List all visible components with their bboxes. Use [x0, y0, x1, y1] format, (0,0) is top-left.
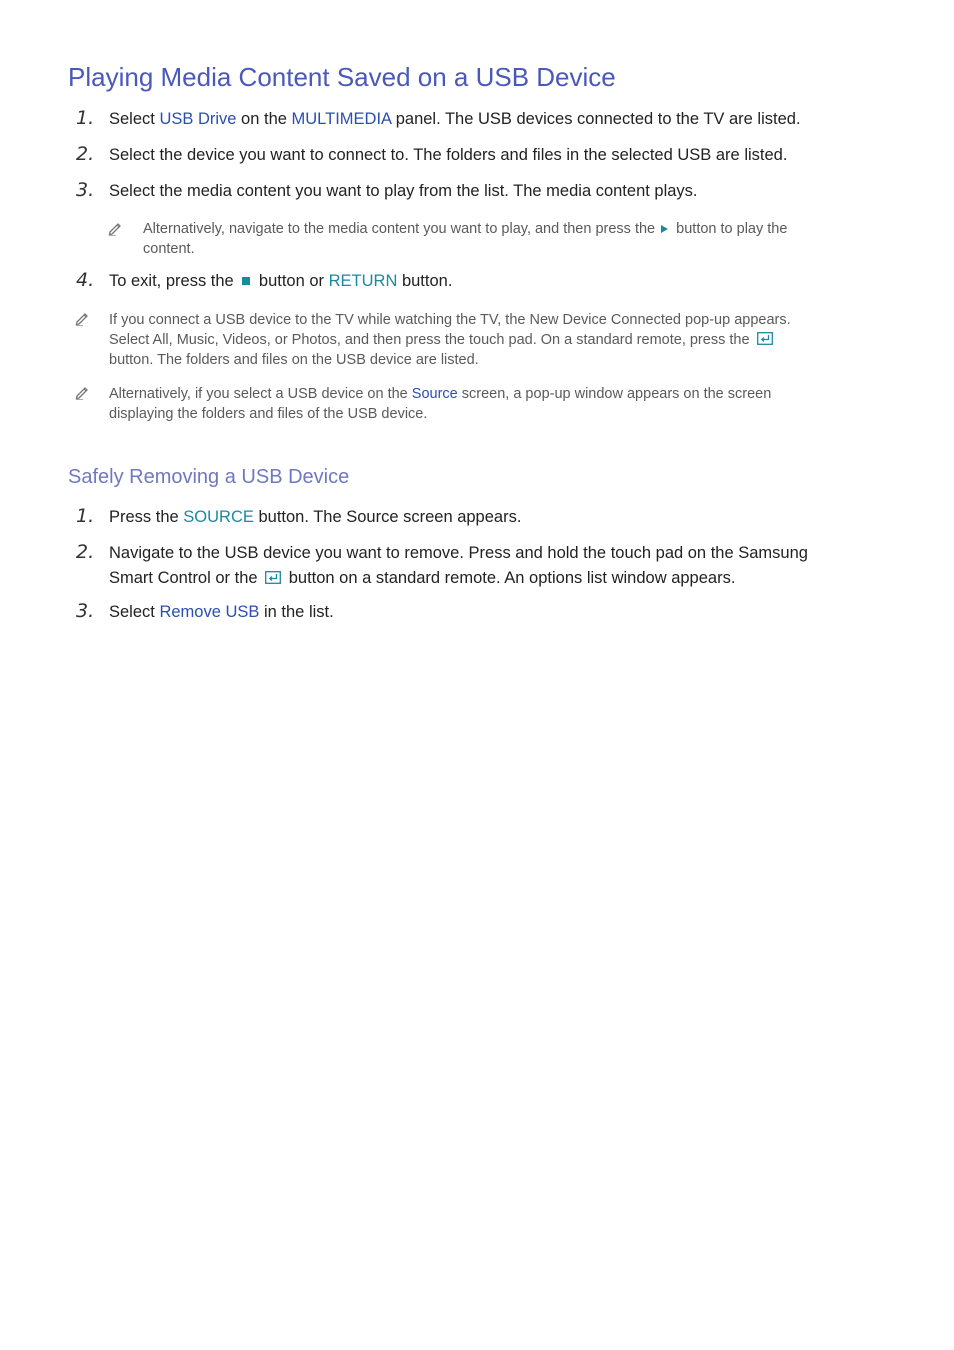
remove-usb-label: Remove USB [159, 603, 260, 621]
step-text: Select the media content you want to play from the list. The media content plays. [109, 182, 698, 200]
note-text: Alternatively, if you select a USB device on the Source screen, a pop-up window appears on the screen displaying the folders and files of the USB device. [109, 386, 772, 422]
step-text: Select Remove USB in the list. [109, 603, 334, 621]
source-label: Source [411, 386, 458, 402]
step-number: 1. [76, 107, 95, 129]
enter-button-icon [757, 332, 773, 345]
step-number: 2. [76, 541, 95, 563]
enter-button-icon [265, 571, 281, 584]
note-text: If you connect a USB device to the TV while watching the TV, the New Device Connected pop-up appears. Select All, Music, Videos, or Photos, and then press the touch pad. On a standard remote, press the button. The folders and files on the USB device are listed. [109, 312, 791, 368]
section-title: Safely Removing a USB Device [68, 466, 350, 488]
pencil-note-icon [107, 220, 123, 236]
source-button-label: SOURCE [183, 508, 254, 526]
usb-drive-label: USB Drive [159, 110, 237, 128]
play-triangle-icon [661, 225, 668, 233]
step-text: To exit, press the button or RETURN button. [109, 272, 453, 290]
page-title: Playing Media Content Saved on a USB Device [68, 62, 616, 92]
step-number: 4. [76, 269, 95, 291]
pencil-note-icon [74, 310, 90, 326]
pencil-note-icon [74, 384, 90, 400]
note-text: Alternatively, navigate to the media content you want to play, and then press the button to play the content. [143, 221, 788, 257]
step-text: Navigate to the USB device you want to remove. Press and hold the touch pad on the Samsung Smart Control or the button on a standard remote. An options list window appears. [109, 544, 808, 587]
step-text: Select the device you want to connect to. The folders and files in the selected USB are listed. [109, 146, 788, 164]
step-number: 3. [76, 179, 95, 201]
step-number: 2. [76, 143, 95, 165]
stop-square-icon [242, 277, 250, 285]
step-number: 1. [76, 505, 95, 527]
step-text: Select USB Drive on the MULTIMEDIA panel. The USB devices connected to the TV are listed. [109, 110, 801, 128]
step-number: 3. [76, 600, 95, 622]
step-text: Press the SOURCE button. The Source screen appears. [109, 508, 522, 526]
multimedia-label: MULTIMEDIA [291, 110, 392, 128]
return-button-label: RETURN [328, 272, 398, 290]
